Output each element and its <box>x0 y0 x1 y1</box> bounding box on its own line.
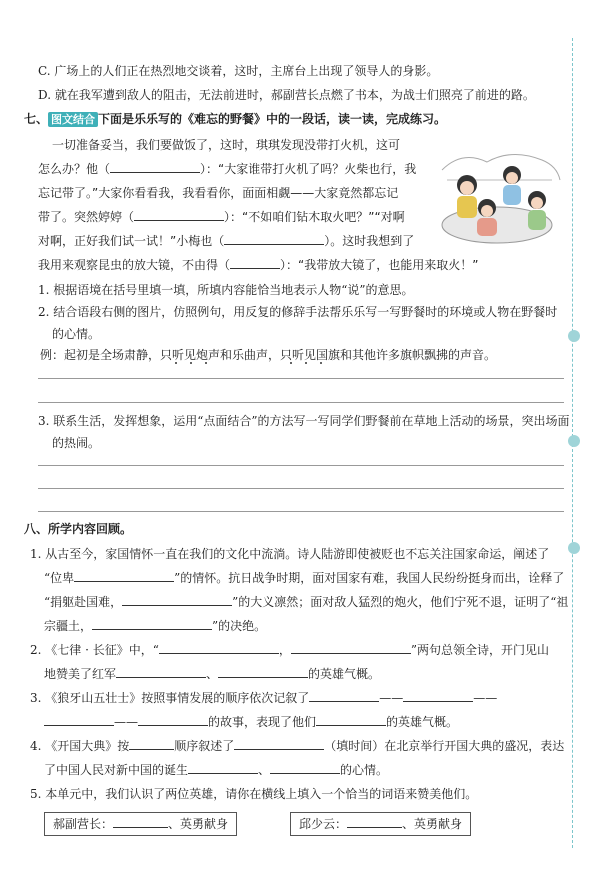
question-8-1: 1. 从古至今，家国情怀一直在我们的文化中流淌。诗人陆游即使被贬也不忘关注国家命运，阐述了 <box>30 547 550 561</box>
answer-blank[interactable] <box>403 689 473 702</box>
question-8-5: 5. 本单元中，我们认识了两位英雄，请你在横线上填入一个恰当的词语来赞美他们。 <box>30 787 478 801</box>
answer-blank[interactable] <box>309 689 379 702</box>
question-7-1: 1. 根据语境在括号里填一填，所填内容能恰当地表示人物“说”的意思。 <box>38 283 414 297</box>
answer-blank[interactable] <box>113 815 168 828</box>
answer-blank[interactable] <box>347 815 402 828</box>
section-8-heading: 八、所学内容回顾。 <box>24 522 133 536</box>
question-7-2-cont: 的心情。 <box>52 327 101 341</box>
answer-line[interactable] <box>38 511 564 512</box>
option-c: C. 广场上的人们正在热烈地交谈着，这时，主席台上出现了领导人的身影。 <box>38 64 439 78</box>
question-8-2-line2: 地赞美了红军 、 的英雄气概。 <box>44 667 381 681</box>
hero-box-1: 郝副营长： 、英勇献身 <box>44 812 237 836</box>
answer-blank[interactable] <box>159 641 279 654</box>
question-8-4-line2: 了中国人民对新中国的诞生 、 的心情。 <box>44 763 389 777</box>
side-tab-marker <box>568 542 580 554</box>
question-8-1-line4: 宗疆土， ”的决绝。 <box>44 619 267 633</box>
passage-line: 对啊，正好我们试一试！”小梅也（ ）。这时我想到了 <box>38 234 415 248</box>
answer-blank[interactable] <box>92 617 212 630</box>
passage-line: 带了。突然婷婷（ ）：“不如咱们钻木取火吧？”“对啊 <box>38 210 405 224</box>
answer-blank[interactable] <box>218 665 308 678</box>
answer-blank[interactable] <box>44 713 114 726</box>
answer-blank[interactable] <box>234 737 324 750</box>
question-7-3-cont: 的热闹。 <box>52 436 101 450</box>
side-tab-marker <box>568 435 580 447</box>
answer-blank[interactable] <box>270 761 340 774</box>
question-8-2: 2. 《七律 · 长征》中，“ ， ”两句总领全诗，开门见山 <box>30 643 549 657</box>
emphasis-dot <box>205 362 207 364</box>
question-8-3: 3. 《狼牙山五壮士》按照事情发展的顺序依次记叙了 —— —— <box>30 691 498 705</box>
passage-line: 我用来观察昆虫的放大镜，不由得（ ）：“我带放大镜了，也能用来取火！” <box>38 258 479 272</box>
passage-line: 一切准备妥当，我们要做饭了，这时，琪琪发现没带打火机，这可 <box>52 138 401 152</box>
picnic-illustration <box>432 140 562 248</box>
answer-line[interactable] <box>38 378 564 379</box>
emphasis-dot <box>175 362 177 364</box>
answer-blank[interactable] <box>122 593 232 606</box>
passage-line: 怎么办？他（ ）：“大家谁带打火机了吗？火柴也行，我 <box>38 162 417 176</box>
emphasis-dot <box>305 362 307 364</box>
answer-line[interactable] <box>38 402 564 403</box>
answer-blank[interactable] <box>188 761 258 774</box>
answer-blank[interactable] <box>316 713 386 726</box>
emphasis-dot <box>320 362 322 364</box>
example-sentence: 例：起初是全场肃静，只听见炮声和乐曲声，只听见国旗和其他许多旗帜飘拂的声音。 <box>40 348 497 362</box>
option-d: D. 就在我军遭到敌人的阻击，无法前进时，郝副营长点燃了书本，为战士们照亮了前进的路。 <box>38 88 535 102</box>
section-7-heading <box>24 110 446 127</box>
answer-line[interactable] <box>38 465 564 466</box>
question-8-1-line2: “位卑 ”的情怀。抗日战争时期，面对国家有难，我国人民纷纷挺身而出，诠释了 <box>44 571 565 585</box>
question-8-4: 4. 《开国大典》按 顺序叙述了 （填时间）在北京举行开国大典的盛况，表达 <box>30 739 565 753</box>
side-tab-marker <box>568 330 580 342</box>
emphasis-dot <box>290 362 292 364</box>
emphasis-dot <box>190 362 192 364</box>
question-7-3: 3. 联系生活，发挥想象，运用“点面结合”的方法写一写同学们野餐前在草地上活动的场景，突出场面 <box>38 414 570 428</box>
question-8-1-line3: “捐躯赴国难， ”的大义凛然；面对敌人猛烈的炮火，他们宁死不退，证明了“祖 <box>44 595 569 609</box>
answer-blank[interactable] <box>291 641 411 654</box>
question-8-3-line2: —— 的故事，表现了他们 的英雄气概。 <box>44 713 458 730</box>
answer-blank[interactable] <box>129 737 174 750</box>
question-7-2: 2. 结合语段右侧的图片，仿照例句，用反复的修辞手法帮乐乐写一写野餐时的环境或人物在野餐时 <box>38 305 558 319</box>
passage-line: 忘记带了。”大家你看看我，我看看你，面面相觑——大家竟然都忘记 <box>38 186 399 200</box>
answer-blank[interactable] <box>74 569 174 582</box>
section-tag: 图文结合 <box>48 112 98 127</box>
hero-box-2: 邱少云： 、英勇献身 <box>290 812 471 836</box>
section-number: 七、 <box>24 112 49 126</box>
answer-line[interactable] <box>38 488 564 489</box>
answer-blank[interactable] <box>138 713 208 726</box>
answer-blank[interactable] <box>116 665 206 678</box>
section-title: 下面是乐乐写的《难忘的野餐》中的一段话，读一读，完成练习。 <box>98 112 447 126</box>
